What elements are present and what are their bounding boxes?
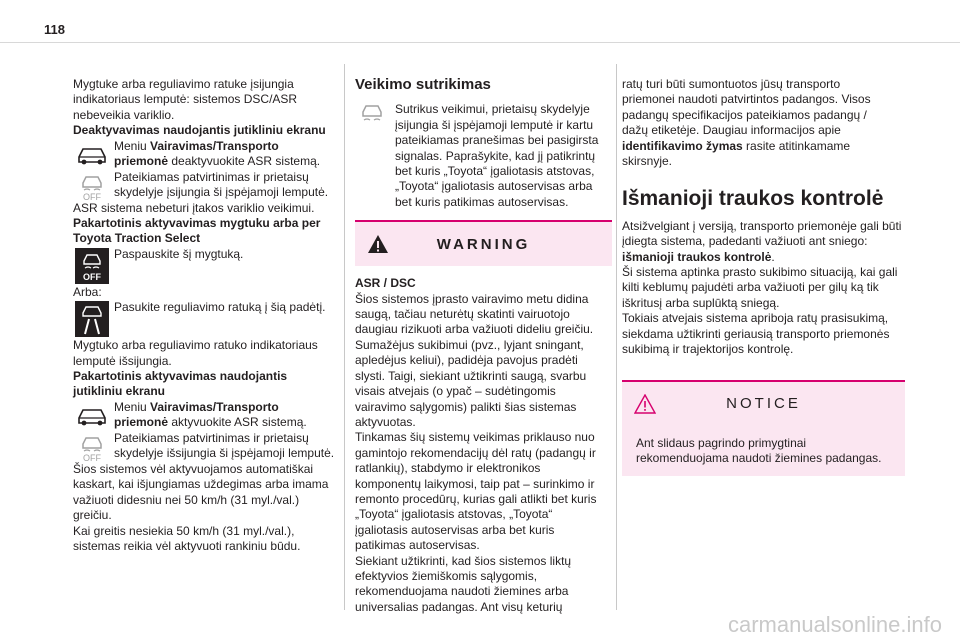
svg-text:OFF: OFF — [83, 452, 101, 462]
menu-path: Vairavimas/Transporto priemonė — [114, 138, 279, 169]
car-settings-icon — [75, 140, 109, 168]
notice-body — [622, 426, 905, 477]
malfunction-paragraph — [355, 102, 612, 210]
subheading-deactivate-button: Pakartotinis aktyvavimas mygtuku arba per Toyota Traction Select — [73, 216, 321, 246]
traction-off-icon — [75, 432, 109, 460]
text: Pateikiamas patvirtinimas ir prietaisų skydelyje įsijungia ši įspėjamoji lemputė. — [114, 169, 329, 200]
svg-text:OFF: OFF — [83, 271, 101, 282]
warning-lamp-instruction — [73, 170, 335, 201]
section-heading-smart-traction: Išmanioji traukos kontrolė — [622, 187, 884, 211]
paragraph: Tokiais atvejais sistema apriboja ratų prasisukimą, siekdama užtikrinti geriausią transporto priemonės sukibimą ir trajektorijos kontrolę. — [622, 311, 890, 357]
menu-instruction-2 — [73, 400, 335, 431]
paragraph: Sumažėjus sukibimui (pvz., lyjant sningant, apledėjus keliui), padidėja pavojus pradėti slysti. Taigi, siekiant užtikrinti saugą, svarbu visais atvejais (o ypač – sudėtingomis vairavimo sąlygomis) palikti šias sistemas aktyvuotas. — [355, 337, 587, 429]
column-3 — [622, 77, 905, 476]
text: Atsižvelgiant į versiją, transporto priemonėje gali būti įdiegta sistema, padedanti važiuoti ant sniego: — [622, 218, 902, 249]
paragraph: Ši sistema aptinka prasto sukibimo situaciją, kai gali kilti keblumų pajudėti arba važiuoti per gilų ką tik iškritusį arba suplūktą sniegą. — [622, 265, 898, 310]
menu-path: Vairavimas/Transporto priemonė — [114, 399, 279, 430]
text: Sutrikus veikimui, prietaisų skydelyje įsijungia ši įspėjamoji lemputė ir kartu pateikiamas pranešimas bei pasigirsta signalas. Paprašykite, kad jį patikrintų bet kuris „Toyota“ įgaliotasis atstovas, „Toyota“ įgaliotasis autoservisas arba bet kuris patikimas autoservisas. — [395, 102, 599, 209]
paragraph: Tinkamas šių sistemų veikimas priklauso nuo gamintojo rekomendacijų dėl ratų (padangų ir ratlankių), stabdymo ir elektronikos komponentų laikymosi, taip pat – surinkimo ir remonto procedūrų, kurias gali atlikti bet kuris „Toyota“ įgaliotasis atstovas, „Toyota“ įgaliotasis autoservisas arba bet kuris patikimas autoservisas. — [355, 430, 597, 553]
text: Pasukite reguliavimo ratuką į šią padėtį. — [114, 300, 326, 315]
subheading-deactivate-screen: Deaktyvavimas naudojantis jutikliniu ekranu — [73, 123, 326, 138]
warning-continuation — [622, 77, 905, 169]
paragraph: Mygtuko arba reguliavimo ratuko indikatoriaus lemputė išsijungia. — [73, 338, 318, 368]
notice-header — [622, 382, 905, 426]
text: Meniu — [114, 399, 151, 414]
notice-triangle-icon — [634, 394, 656, 418]
notice-title: NOTICE — [726, 394, 801, 412]
warning-title: WARNING — [436, 235, 531, 253]
section-heading-malfunction: Veikimo sutrikimas — [355, 76, 491, 93]
traction-warning-icon — [355, 100, 389, 128]
column-divider — [344, 64, 345, 610]
text: Paspauskite šį mygtuką. — [114, 246, 244, 261]
car-settings-icon — [75, 401, 109, 429]
text: deaktyvuokite ASR sistemą. — [168, 154, 321, 169]
text: . — [771, 249, 775, 264]
warning-lamp-instruction-2 — [73, 431, 335, 462]
paragraph: Ant slidaus pagrindo primygtinai rekomenduojama naudoti žiemines padangas. — [636, 435, 882, 465]
paragraph: Mygtuke arba reguliavimo ratuke įsijungia indikatoriaus lemputė: sistemos DSC/ASR nebeveikia variklio. — [73, 77, 298, 122]
traction-off-icon — [75, 171, 109, 199]
subheading-reactivate-screen: Pakartotinis aktyvavimas naudojantis jutikliniu ekranu — [73, 369, 288, 399]
page-number: 118 — [44, 22, 65, 37]
column-2 — [355, 77, 612, 615]
knob-instruction — [73, 300, 335, 338]
warning-header — [355, 222, 612, 266]
warning-box — [355, 220, 612, 615]
header-divider — [0, 42, 960, 43]
footer-watermark: carmanualsonline.info — [727, 612, 942, 637]
column-1 — [73, 77, 335, 554]
or-label: Arba: — [73, 284, 102, 299]
text: Meniu — [114, 138, 151, 153]
paragraph — [622, 219, 905, 265]
paragraph: ASR sistema nebeturi įtakos variklio veikimui. — [73, 200, 315, 215]
road-mode-icon — [75, 301, 109, 337]
text: aktyvuokite ASR sistemą. — [168, 415, 307, 430]
svg-text:OFF: OFF — [83, 191, 101, 201]
menu-instruction — [73, 139, 335, 170]
paragraph: Šios sistemos vėl aktyvuojamos automatiškai kaskart, kai išjungiamas uždegimas arba imama važiuoti didesniu nei 50 km/h (31 myl./val.) greičiu. — [73, 461, 329, 523]
text: identifikavimo žymas — [622, 138, 743, 153]
warning-triangle-icon — [367, 234, 389, 258]
warning-subheading: ASR / DSC — [355, 276, 416, 291]
column-divider — [616, 64, 617, 610]
paragraph: Šios sistemos įprasto vairavimo metu didina saugą, tačiau neturėtų skatinti vairuotojo daugiau rizikuoti arba važiuoti dideliu greičiu. — [355, 291, 594, 337]
notice-box — [622, 380, 905, 477]
paragraph: Siekiant užtikrinti, kad šios sistemos liktų efektyvios žiemiškomis sąlygomis, rekomenduojama naudoti žiemines arba universalias padangas. Ant visų keturių — [355, 553, 572, 614]
text: rasite atitinkamame skirsnyje. — [622, 138, 851, 169]
warning-body — [355, 266, 612, 615]
text: išmanioji traukos kontrolė — [622, 249, 772, 264]
text: ratų turi būti sumontuotos jūsų transporto priemonei naudoti patvirtintos padangos. Visos padangų specifikacijos pateikiamos padangų / dažų etiketėje. Daugiau informacijos apie — [622, 77, 871, 138]
text: Pateikiamas patvirtinimas ir prietaisų skydelyje išsijungia ši įspėjamoji lemputė. — [114, 430, 335, 461]
button-instruction — [73, 247, 335, 285]
paragraph: Kai greitis nesiekia 50 km/h (31 myl./val.), sistemas reikia vėl aktyvuoti rankiniu būdu. — [73, 523, 301, 553]
traction-off-button-icon — [75, 248, 109, 284]
